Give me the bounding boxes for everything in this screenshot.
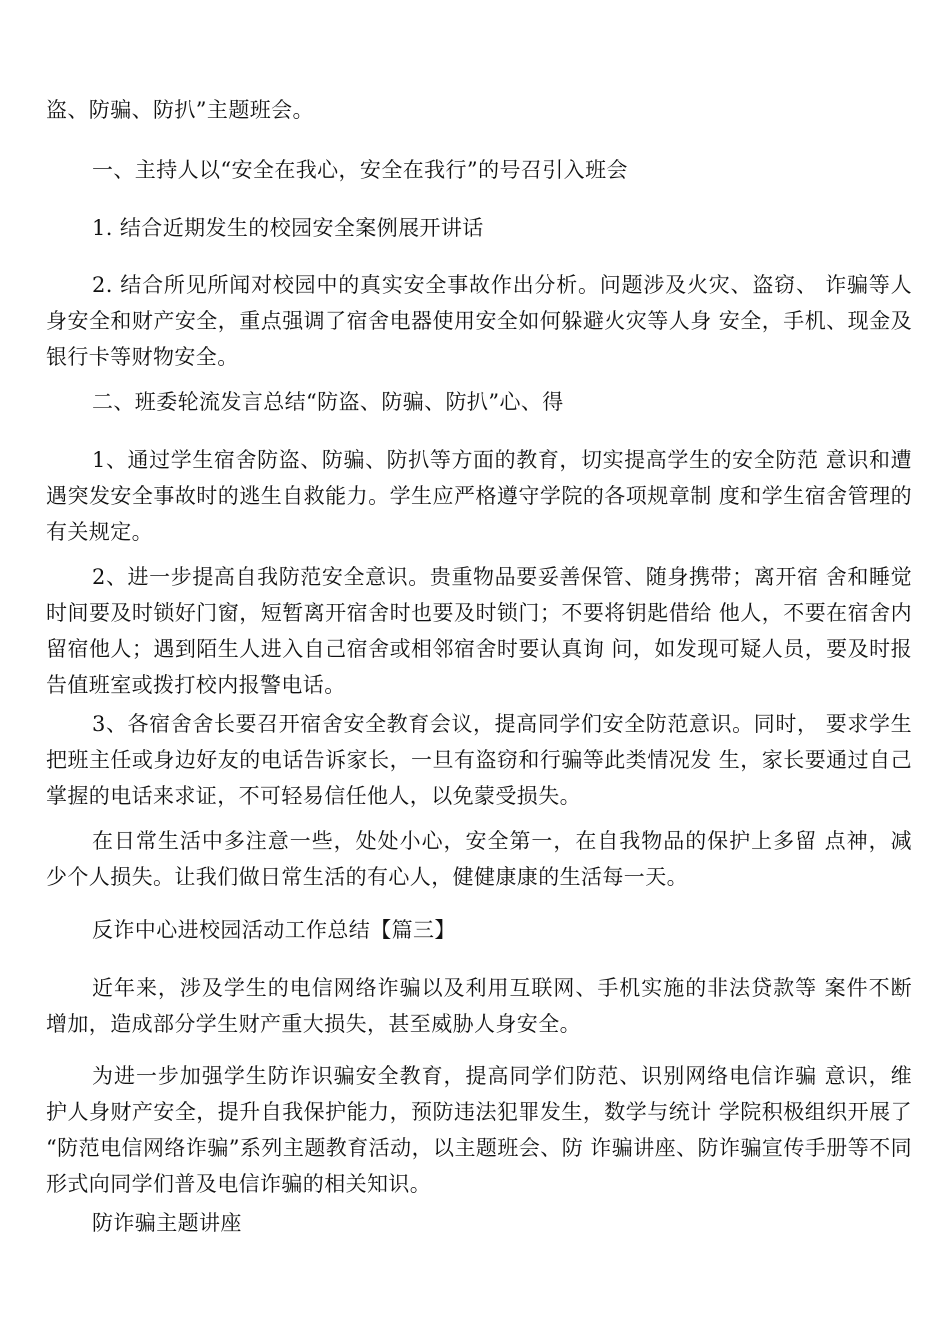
list-item-case-talk: 1. 结合近期发生的校园安全案例展开讲话 [92,216,484,240]
list-item-safety-education: 1、通过学生宿舍防盗、防骗、防扒等方面的教育，切实提高学生的安全防范 意识和遭遇突发安全事故时的逃生自救能力。学生应严格遵守学院的各项规章制 度和学生宿舍管理的有关规定。 [46,448,912,544]
paragraph-daily-life: 在日常生活中多注意一些，处处小心，安全第一，在自我物品的保护上多留 点神，减少个人损失。让我们做日常生活的有心人，健健康康的生活每一天。 [46,829,912,889]
article-title-part-three: 反诈中心进校园活动工作总结【篇三】 [92,918,456,942]
paragraph-recent-cases: 近年来，涉及学生的电信网络诈骗以及利用互联网、手机实施的非法贷款等 案件不断增加，造成部分学生财产重大损失，甚至威胁人身安全。 [46,976,912,1036]
section-heading-host-intro: 一、主持人以“安全在我心，安全在我行”的号召引入班会 [92,158,628,182]
paragraph-continuation: 盗、防骗、防扒”主题班会。 [46,98,314,122]
paragraph-education-activity: 为进一步加强学生防诈识骗安全教育，提高同学们防范、识别网络电信诈骗 意识，维护人身财产安全，提升自我保护能力，预防违法犯罪发生，数学与统计 学院积极组织开展了 “防范电信网络诈骗”系列主题教育活动，以主题班会、防 诈骗讲座、防诈骗宣传手册等不同形式向同学们普及电信诈骗的相关知识。 [46,1064,912,1196]
section-heading-lecture: 防诈骗主题讲座 [92,1211,242,1235]
section-heading-committee-summary: 二、班委轮流发言总结“防盗、防骗、防扒”心、得 [92,390,564,414]
list-item-dorm-meeting: 3、各宿舍舍长要召开宿舍安全教育会议，提高同学们安全防范意识。同时， 要求学生把班主任或身边好友的电话告诉家长，一旦有盗窃和行骗等此类情况发 生，家长要通过自己掌握的电话来求证，不可轻易信任他人，以免蒙受损失。 [46,712,912,808]
list-item-self-protection: 2、进一步提高自我防范安全意识。贵重物品要妥善保管、随身携带；离开宿 舍和睡觉时间要及时锁好门窗，短暂离开宿舍时也要及时锁门；不要将钥匙借给 他人，不要在宿舍内留宿他人；遇到陌生人进入自己宿舍或相邻宿舍时要认真询 问，如发现可疑人员，要及时报告值班室或拨打校内报警电话。 [46,565,912,697]
list-item-accident-analysis: 2. 结合所见所闻对校园中的真实安全事故作出分析。问题涉及火灾、盗窃、 诈骗等人身安全和财产安全，重点强调了宿舍电器使用安全如何躲避火灾等人身 安全，手机、现金及银行卡等财物安全。 [46,273,912,369]
